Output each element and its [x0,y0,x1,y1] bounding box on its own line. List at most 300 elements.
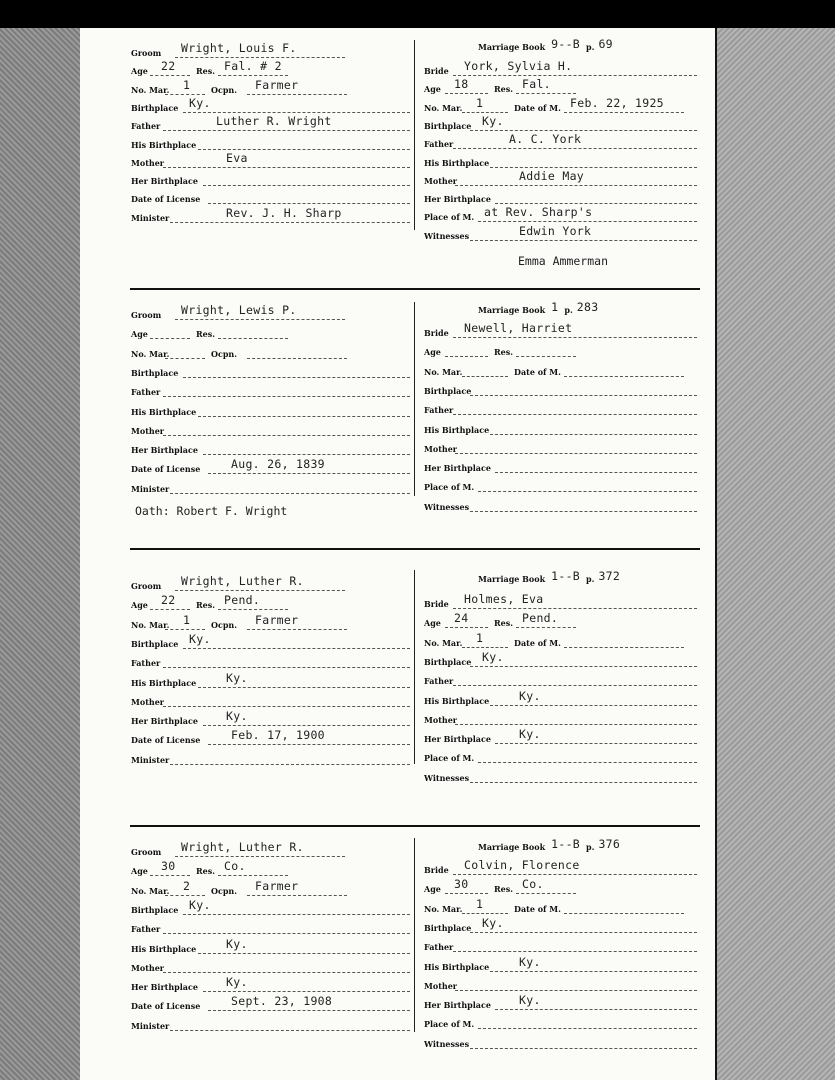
column-divider [414,570,415,764]
leader-dots [470,666,697,667]
leader-dots [163,167,410,168]
leader-dots [165,895,205,896]
leader-dots [175,590,345,591]
bride-res-value: Pend. [522,611,559,626]
groom-mother-row [131,962,410,974]
leader-dots [462,913,508,914]
leader-dots [453,75,697,76]
bride-bride-value: York, Sylvia H. [464,59,573,73]
bride-nomar-row [424,630,708,649]
groom-his-birthplace-value: Ky. [226,670,248,685]
bride-age-label: Age [424,618,441,629]
bride-her-birthplace-label: Her Birthplace [424,1000,491,1011]
bride-mother-row [424,443,697,455]
groom-her-birthplace-row [131,709,410,727]
leader-dots [516,627,576,628]
marriage-book-ref [478,37,617,53]
groom-age-row [131,59,340,77]
bride-his-birthplace-label: His Birthplace [424,695,490,706]
groom-ocpn-label: Ocpn. [211,84,238,95]
leader-dots [163,667,410,668]
groom-groom-label: Groom [131,581,162,591]
groom-his-birthplace-value: Ky. [226,936,248,951]
leader-dots [453,148,697,149]
leader-dots [478,221,697,222]
leader-dots [150,875,190,876]
bride-her-birthplace-value: Ky. [519,993,541,1008]
leader-dots [170,1030,410,1031]
column-divider [414,302,415,496]
bride-father-label: Father [424,139,454,150]
leader-dots [470,782,697,783]
leader-dots [175,319,345,320]
groom-nomar-row [131,878,385,897]
leader-dots [455,724,697,725]
page-value: 69 [598,37,613,51]
groom-father-label: Father [131,658,161,669]
bride-birthplace-label: Birthplace [424,120,472,131]
record-separator [130,548,700,550]
groom-ocpn-label: Ocpn. [211,348,238,359]
groom-age-row [131,328,340,340]
leader-dots [183,377,410,378]
leader-dots [453,608,697,609]
groom-mother-row [131,150,410,169]
marriage-book-ref [478,300,602,316]
leader-dots [495,743,697,744]
leader-dots [247,895,347,896]
bride-bride-row [424,858,697,876]
groom-birthplace-value: Ky. [189,95,211,110]
bride-father-row [424,675,697,687]
bride-birthplace-value: Ky. [482,113,504,128]
groom-groom-label: Groom [131,847,162,857]
groom-license-row [131,457,410,475]
scan-right-margin [717,28,835,1080]
groom-nomar-label: No. Mar. [131,348,170,359]
leader-dots [495,203,697,204]
leader-dots [198,953,410,954]
bride-mother-row [424,980,697,992]
bride-birthplace-row [424,915,697,934]
groom-license-row [131,193,410,205]
leader-dots [478,762,697,763]
bride-res-label: Res. [494,347,514,358]
marriage-book-value: 1--B [551,837,581,851]
leader-dots [445,356,488,357]
groom-license-label: Date of License [131,194,201,205]
groom-ocpn-label: Ocpn. [211,885,238,896]
leader-dots [218,75,288,76]
leader-dots [208,1010,410,1011]
bride-witnesses-label: Witnesses [424,1038,470,1049]
leader-dots [455,990,697,991]
groom-ocpn-value: Farmer [255,878,299,893]
bride-his-birthplace-value: Ky. [519,954,541,969]
leader-dots [495,472,697,473]
leader-dots [470,395,697,396]
groom-mother-value: Eva [226,150,248,165]
bride-birthplace-label: Birthplace [424,922,472,933]
marriage-book-value: 1--B [551,569,581,583]
bride-his-birthplace-row [424,424,697,436]
bride-age-row [424,77,628,95]
groom-father-label: Father [131,387,161,398]
groom-age-value: 22 [161,593,176,608]
leader-dots [445,893,488,894]
groom-age-row [131,593,340,611]
page-value: 376 [598,837,621,851]
marriage-book-label: Marriage Book [478,42,546,52]
bride-her-birthplace-value: Ky. [519,727,541,742]
bride-bride-row [424,321,697,339]
groom-groom-value: Wright, Louis F. [181,41,297,55]
leader-dots [218,338,288,339]
groom-her-birthplace-label: Her Birthplace [131,716,198,727]
bride-mother-label: Mother [424,714,458,725]
groom-birthplace-label: Birthplace [131,102,179,113]
bride-bride-row [424,592,697,610]
bride-his-birthplace-row [424,157,697,169]
groom-groom-value: Wright, Luther R. [181,574,304,588]
groom-minister-row [131,205,410,224]
bride-mother-label: Mother [424,443,458,454]
bride-witnesses-label: Witnesses [424,772,470,783]
groom-mother-label: Mother [131,962,165,973]
bride-bride-label: Bride [424,865,449,875]
groom-age-label: Age [131,600,148,611]
leader-dots [163,972,410,973]
groom-his-birthplace-row [131,670,410,689]
page-label: p. [586,574,595,584]
leader-dots [490,434,697,435]
groom-mother-row [131,425,410,437]
groom-mother-label: Mother [131,157,165,168]
groom-license-value: Feb. 17, 1900 [231,728,325,743]
bride-nomar-value: 1 [476,630,484,645]
leader-dots [163,130,410,131]
leader-dots [564,647,684,648]
leader-dots [445,93,488,94]
bride-his-birthplace-label: His Birthplace [424,961,490,972]
bride-res-value: Co. [522,877,544,892]
groom-groom-value: Wright, Lewis P. [181,303,297,317]
groom-her-birthplace-row [131,444,410,456]
bride-placem-row [424,205,697,223]
leader-dots [470,240,697,241]
bride-birthplace-value: Ky. [482,649,504,664]
leader-dots [462,376,508,377]
bride-birthplace-row [424,649,697,668]
bride-res-label: Res. [494,884,514,895]
leader-dots [470,130,697,131]
groom-groom-row [131,840,345,858]
groom-birthplace-label: Birthplace [131,367,179,378]
groom-his-birthplace-label: His Birthplace [131,943,197,954]
groom-groom-row [131,303,345,321]
bride-witnesses-row [424,223,697,242]
leader-dots [183,914,410,915]
groom-birthplace-row [131,897,410,916]
oath-note: Oath: Robert F. Wright [135,504,288,518]
bride-his-birthplace-row [424,688,697,707]
groom-father-row [131,386,410,398]
bride-his-birthplace-row [424,954,697,973]
bride-bride-value: Holmes, Eva [464,592,544,606]
groom-age-label: Age [131,329,148,340]
groom-birthplace-label: Birthplace [131,904,179,915]
page-value: 372 [598,569,621,583]
groom-age-label: Age [131,66,148,77]
leader-dots [470,932,697,933]
leader-dots [490,971,697,972]
leader-dots [218,609,288,610]
leader-dots [198,416,410,417]
bride-nomar-label: No. Mar. [424,102,463,113]
groom-her-birthplace-row [131,175,410,187]
groom-his-birthplace-row [131,936,410,955]
groom-father-label: Father [131,924,161,935]
bride-birthplace-label: Birthplace [424,656,472,667]
leader-dots [516,93,576,94]
leader-dots [198,149,410,150]
groom-minister-label: Minister [131,212,170,223]
groom-groom-row [131,41,345,59]
groom-groom-label: Groom [131,310,162,320]
leader-dots [208,203,410,204]
bride-nomar-value: 1 [476,95,484,110]
marriage-book-label: Marriage Book [478,305,546,315]
bride-age-label: Age [424,884,441,895]
leader-dots [183,112,410,113]
groom-her-birthplace-label: Her Birthplace [131,982,198,993]
leader-dots [203,185,410,186]
bride-father-row [424,132,697,150]
leader-dots [247,94,347,95]
bride-mother-label: Mother [424,980,458,991]
leader-dots [564,376,684,377]
bride-birthplace-row [424,113,697,132]
leader-dots [478,1028,697,1029]
leader-dots [175,57,345,58]
page-label: p. [586,42,595,52]
leader-dots [163,706,410,707]
bride-age-label: Age [424,84,441,95]
leader-dots [453,874,697,875]
leader-dots [495,1009,697,1010]
bride-his-birthplace-label: His Birthplace [424,424,490,435]
groom-birthplace-value: Ky. [189,897,211,912]
bride-witnesses-row [424,501,697,513]
bride-age-value: 18 [454,77,469,92]
bride-father-row [424,404,697,416]
leader-dots [203,454,410,455]
leader-dots [170,222,410,223]
groom-age-value: 22 [161,59,176,74]
groom-minister-label: Minister [131,1020,170,1031]
groom-birthplace-row [131,367,410,379]
bride-age-value: 30 [454,877,469,892]
bride-placem-value: at Rev. Sharp's [484,205,593,220]
leader-dots [470,1048,697,1049]
page-label: p. [564,305,573,315]
groom-age-label: Age [131,866,148,877]
groom-license-row [131,728,410,746]
bride-nomar-label: No. Mar. [424,637,463,648]
bride-birthplace-value: Ky. [482,915,504,930]
leader-dots [150,75,190,76]
bride-datem-label: Date of M. [514,102,561,113]
bride-witnesses-label: Witnesses [424,230,470,241]
bride-placem-row [424,481,697,493]
bride-bride-value: Newell, Harriet [464,321,573,335]
groom-groom-label: Groom [131,48,162,58]
groom-her-birthplace-value: Ky. [226,709,248,724]
bride-nomar-row [424,95,708,114]
scan-left-margin [0,28,80,1080]
leader-dots [453,414,697,415]
bride-age-label: Age [424,347,441,358]
bride-age-row [424,611,628,629]
groom-father-label: Father [131,121,161,132]
groom-res-label: Res. [196,866,216,877]
leader-dots [462,112,508,113]
leader-dots [564,913,684,914]
leader-dots [165,629,205,630]
groom-age-row [131,859,340,877]
groom-mother-label: Mother [131,696,165,707]
marriage-book-label: Marriage Book [478,842,546,852]
groom-age-value: 30 [161,859,176,874]
bride-witnesses-value: Edwin York [519,223,592,238]
page-value: 283 [576,300,599,314]
scan-top-border [0,0,835,28]
leader-dots [218,875,288,876]
groom-mother-label: Mother [131,425,165,436]
bride-placem-label: Place of M. [424,753,475,764]
groom-minister-row [131,483,410,495]
bride-mother-value: Addie May [519,168,585,183]
marriage-book-ref [478,569,624,585]
column-divider [414,40,415,230]
bride-datem-label: Date of M. [514,637,561,648]
groom-father-value: Luther R. Wright [216,114,332,129]
leader-dots [490,167,697,168]
groom-res-value: Co. [224,859,246,874]
groom-his-birthplace-label: His Birthplace [131,677,197,688]
bride-mother-row [424,168,697,187]
bride-his-birthplace-value: Ky. [519,688,541,703]
bride-nomar-row [424,896,708,915]
groom-birthplace-label: Birthplace [131,638,179,649]
groom-minister-row [131,754,410,766]
bride-res-label: Res. [494,618,514,629]
bride-father-label: Father [424,405,454,416]
bride-datem-label: Date of M. [514,903,561,914]
groom-nomar-row [131,77,385,96]
bride-witnesses-row [424,1038,697,1050]
bride-res-label: Res. [494,84,514,95]
leader-dots [183,648,410,649]
leader-dots [163,933,410,934]
bride-her-birthplace-row [424,193,697,205]
bride-her-birthplace-row [424,993,697,1011]
record-separator [130,825,700,827]
groom-license-label: Date of License [131,464,201,475]
bride-birthplace-row [424,385,697,397]
second-witness: Emma Ammerman [518,254,609,268]
bride-birthplace-label: Birthplace [424,385,472,396]
groom-groom-row [131,574,345,592]
groom-birthplace-row [131,631,410,650]
column-divider [414,838,415,1032]
groom-ocpn-value: Farmer [255,77,299,92]
record-separator [130,288,700,290]
groom-minister-row [131,1020,410,1032]
groom-nomar-value: 1 [183,77,191,92]
bride-placem-label: Place of M. [424,212,475,223]
bride-bride-row [424,59,697,77]
groom-nomar-value: 1 [183,612,191,627]
leader-dots [453,685,697,686]
bride-res-value: Fal. [522,77,551,92]
groom-license-row [131,994,410,1012]
groom-license-value: Aug. 26, 1839 [231,457,325,472]
groom-res-label: Res. [196,66,216,77]
groom-mother-row [131,696,410,708]
bride-placem-label: Place of M. [424,1019,475,1030]
groom-nomar-value: 2 [183,878,191,893]
groom-his-birthplace-row [131,406,410,418]
leader-dots [175,856,345,857]
groom-his-birthplace-row [131,139,410,151]
bride-nomar-label: No. Mar. [424,903,463,914]
bride-age-row [424,346,628,358]
leader-dots [470,511,697,512]
bride-nomar-label: No. Mar. [424,366,463,377]
leader-dots [170,764,410,765]
bride-witnesses-label: Witnesses [424,501,470,512]
bride-mother-label: Mother [424,175,458,186]
leader-dots [247,358,347,359]
groom-birthplace-row [131,95,410,114]
bride-bride-value: Colvin, Florence [464,858,580,872]
groom-her-birthplace-value: Ky. [226,975,248,990]
leader-dots [165,94,205,95]
groom-license-label: Date of License [131,1001,201,1012]
bride-age-value: 24 [454,611,469,626]
leader-dots [208,473,410,474]
leader-dots [150,338,190,339]
bride-bride-label: Bride [424,328,449,338]
leader-dots [445,627,488,628]
bride-her-birthplace-label: Her Birthplace [424,734,491,745]
groom-res-label: Res. [196,329,216,340]
groom-his-birthplace-label: His Birthplace [131,406,197,417]
groom-her-birthplace-label: Her Birthplace [131,445,198,456]
marriage-book-value: 9--B [551,37,581,51]
groom-minister-value: Rev. J. H. Sharp [226,205,342,220]
groom-minister-label: Minister [131,483,170,494]
groom-father-row [131,923,410,935]
bride-father-row [424,941,697,953]
bride-datem-label: Date of M. [514,366,561,377]
leader-dots [165,358,205,359]
bride-mother-row [424,714,697,726]
marriage-book-ref [478,837,624,853]
groom-father-row [131,657,410,669]
bride-nomar-value: 1 [476,896,484,911]
